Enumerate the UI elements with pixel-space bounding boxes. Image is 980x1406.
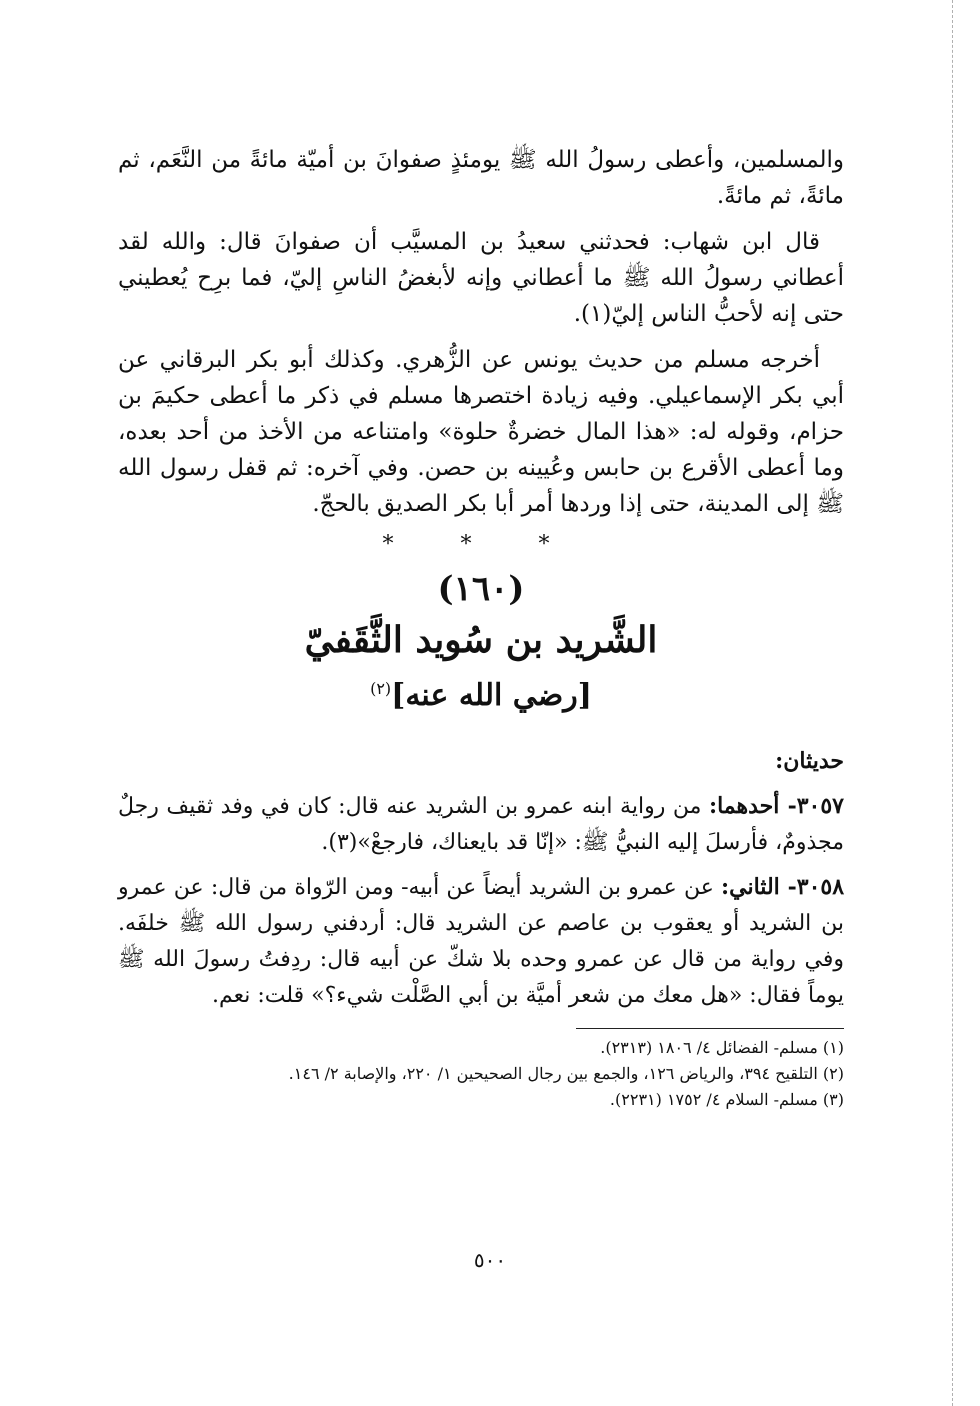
footnote-3: (٣) مسلم- السلام ٤/ ١٧٥٢ (٢٢٣١). (609, 1090, 844, 1109)
entry-number: (١٦٠) (437, 569, 525, 609)
hadith-3058 (118, 869, 844, 1014)
body-paragraph-3: أخرجه مسلم من حديث يونس عن الزُّهري. وكذلك أبو بكر البرقاني عن أبي بكر الإسماعيلي. وفيه زيادة اختصرها مسلم في ذكر ما أعطى حكيمَ بن حزام، وقوله له: «هذا المال خضرةٌ حلوة» وامتناعه من الأخذ من أحد بعده، وما أعطى الأقرع بن حابس وعُيينه بن حصن. وفي آخره: ثم قفل رسول الله ﷺ إلى المدينة، حتى إذا وردها أمر أبا بكر الصديق بالحجّ. (118, 347, 844, 517)
footnote-list (118, 1035, 844, 1113)
entry-blessing-text: [رضي الله عنه] (391, 678, 592, 713)
footnote-1: (١) مسلم- الفضائل ٤/ ١٨٠٦ (٢٣١٣). (600, 1038, 844, 1057)
hadith-3058-heading: ٣٠٥٨- الثاني: (721, 874, 845, 900)
page-number: ٥٠٠ (473, 1248, 507, 1272)
body-paragraph-2: قال ابن شهاب: فحدثني سعيدُ بن المسيَّب أن صفوانَ قال: والله لقد أعطاني رسولُ الله ﷺ ما أعطاني وإنه لأبغضُ الناسِ إليّ، فما برِح يُعطيني حتى إنه لأحبُّ الناس إليّ(١). (118, 229, 844, 327)
hadith-3058-text: عن عمرو بن الشريد أيضاً عن أبيه- ومن الرّواة من قال: عن عمرو بن الشريد أو يعقوب بن عاصم عن الشريد قال: أردفني رسول الله ﷺ خلفَه. وفي رواية من قال عن عمرو وحده بلا شكّ عن أبيه قال: ردِفتُ رسولَ الله ﷺ يوماً فقال: «هل معك من شعر أميَّة بن أبي الصَّلْت شيء؟» قلت: نعم. (118, 875, 844, 1008)
entry-title: الشَّريد بن سُويد الثَّقَفيّ (304, 619, 658, 661)
entry-blessing (118, 667, 844, 718)
page-fold-line (952, 0, 953, 1406)
hadith-3057-heading: ٣٠٥٧- أحدهما: (708, 793, 844, 819)
footnote-2: (٢) التلقيح ٣٩٤، والرياض ١٢٦، والجمع بين رجال الصحيحين ١/ ٢٢٠، والإصابة ٢/ ١٤٦. (288, 1064, 844, 1083)
body-paragraph-1: والمسلمين، وأعطى رسولُ الله ﷺ يومئذٍ صفوانَ بن أميّة مائةً من النَّعَم، ثم مائةً، ثم مائةً. (118, 147, 844, 209)
hadith-3057-text: من رواية ابنه عمرو بن الشريد عنه قال: كان في وفد ثقيف رجلٌ مجذومٌ، فأرسلَ إليه النبيُّ ﷺ: «إنّا قد بايعناك، فارجعْ»(٣). (118, 794, 844, 855)
hadith-3057 (118, 788, 844, 861)
hadith-count-label: حديثان: (775, 748, 844, 774)
entry-blessing-footnote-ref: (٢) (370, 679, 392, 698)
page-content (118, 142, 844, 1113)
footnote-rule (576, 1028, 844, 1029)
section-separator: * * * (382, 532, 580, 557)
